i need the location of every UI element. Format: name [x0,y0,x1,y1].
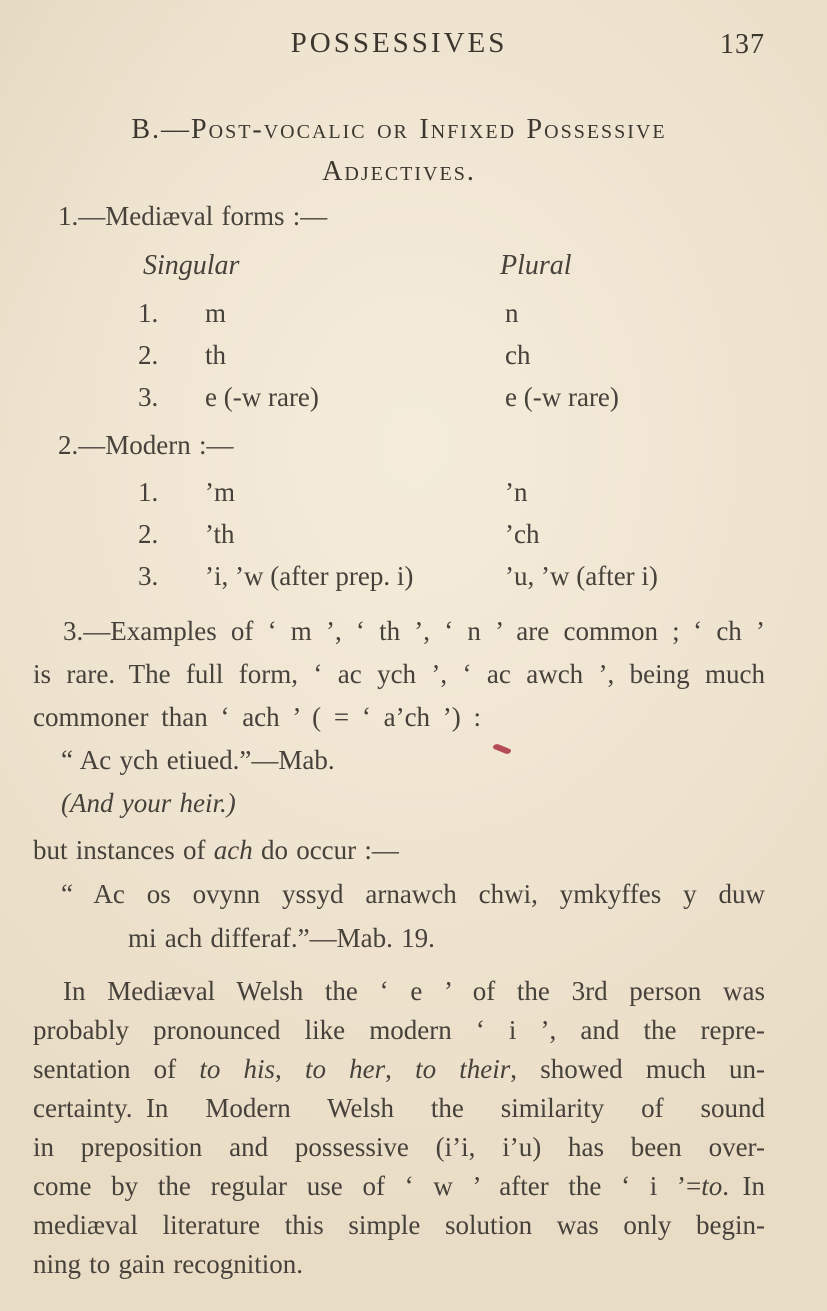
paragraph-line: ning to gain recognition. [33,1249,303,1279]
text: sentation of [33,1054,200,1084]
plural-form: ’n [505,477,528,507]
quotation-line: “ Ac os ovynn yssyd arnawch chwi, ymkyffes y duw [61,879,765,909]
row-number: 3. [138,382,159,412]
table-row [33,556,765,596]
text: , [275,1054,305,1084]
text: , [385,1054,416,1084]
italic-text: to her [304,1054,386,1084]
row-number: 1. [138,298,159,328]
italic-text: to [701,1171,723,1201]
table-row [33,472,765,512]
paragraph-line: probably pronounced like modern ‘ i ’, and the repre- [33,1015,765,1045]
paragraph-line [33,829,765,872]
section-heading-line2: Adjectives. [322,156,476,187]
italic-text: to their [415,1054,511,1084]
running-head [33,27,765,60]
plural-form: ’ch [505,519,540,549]
paragraph-line: In Mediæval Welsh the ‘ e ’ of the 3rd person was [63,976,765,1006]
plural-form: n [505,298,519,328]
quotation-block [33,872,765,960]
row-number: 3. [138,561,159,591]
page-number: 137 [720,29,765,60]
italic-text: to his [199,1054,276,1084]
column-singular: Singular [143,250,240,281]
plural-form: ch [505,340,531,370]
table-row [33,335,765,375]
singular-form: ’i, ’w (after prep. i) [205,561,414,591]
paragraph-line: 3.—Examples of ‘ m ’, ‘ th ’, ‘ n ’ are common ; ‘ ch ’ [63,616,765,646]
table-row [33,514,765,554]
text: . In [722,1171,765,1201]
row-number: 1. [138,477,159,507]
singular-form: e (-w rare) [205,382,319,412]
italic-text: ach [213,835,253,865]
modern-heading: 2.—Modern :— [58,430,234,460]
paragraph-line: certainty. In Modern Welsh the similarity of sound [33,1093,765,1123]
medieval-heading: 1.—Mediæval forms :— [58,201,328,231]
quotation-line: “ Ac ych etiued.”—Mab. [61,745,335,775]
text: do occur :— [252,835,399,865]
plural-form: ’u, ’w (after i) [505,561,658,591]
paragraph-line: mediæval literature this simple solution was only begin- [33,1210,765,1240]
singular-form: th [205,340,227,370]
translation-line: (And your heir.) [61,788,236,818]
paragraph-line: commoner than ‘ ach ’ ( = ‘ a’ch ’) : [33,702,482,732]
column-plural: Plural [500,250,572,281]
plural-form: e (-w rare) [505,382,619,412]
paragraph-line [33,1167,765,1206]
text: , showed much un- [510,1054,766,1084]
singular-form: m [205,298,227,328]
row-number: 2. [138,340,159,370]
section-heading-line1: B.—Post-vocalic or Infixed Possessive [131,114,667,145]
quotation-line: mi ach differaf.”—Mab. 19. [128,923,435,953]
table-row [33,293,765,333]
closing-paragraph [33,972,765,1284]
singular-form: ’th [205,519,235,549]
paragraph-line: in preposition and possessive (i’i, i’u) has been over- [33,1132,765,1162]
text: come by the regular use of ‘ w ’ after the ‘ i ’= [33,1171,702,1201]
singular-form: ’m [205,477,235,507]
but-line [33,829,765,872]
paragraph-line [33,1050,765,1089]
running-title: POSSESSIVES [290,27,508,59]
text: but instances of [33,835,214,865]
modern-table [33,472,765,602]
examples-paragraph [33,610,765,825]
medieval-table [33,246,765,421]
paragraph-line: is rare. The full form, ‘ ac ych ’, ‘ ac awch ’, being much [33,659,765,689]
row-number: 2. [138,519,159,549]
table-row [33,377,765,417]
medieval-header-row [33,246,765,286]
